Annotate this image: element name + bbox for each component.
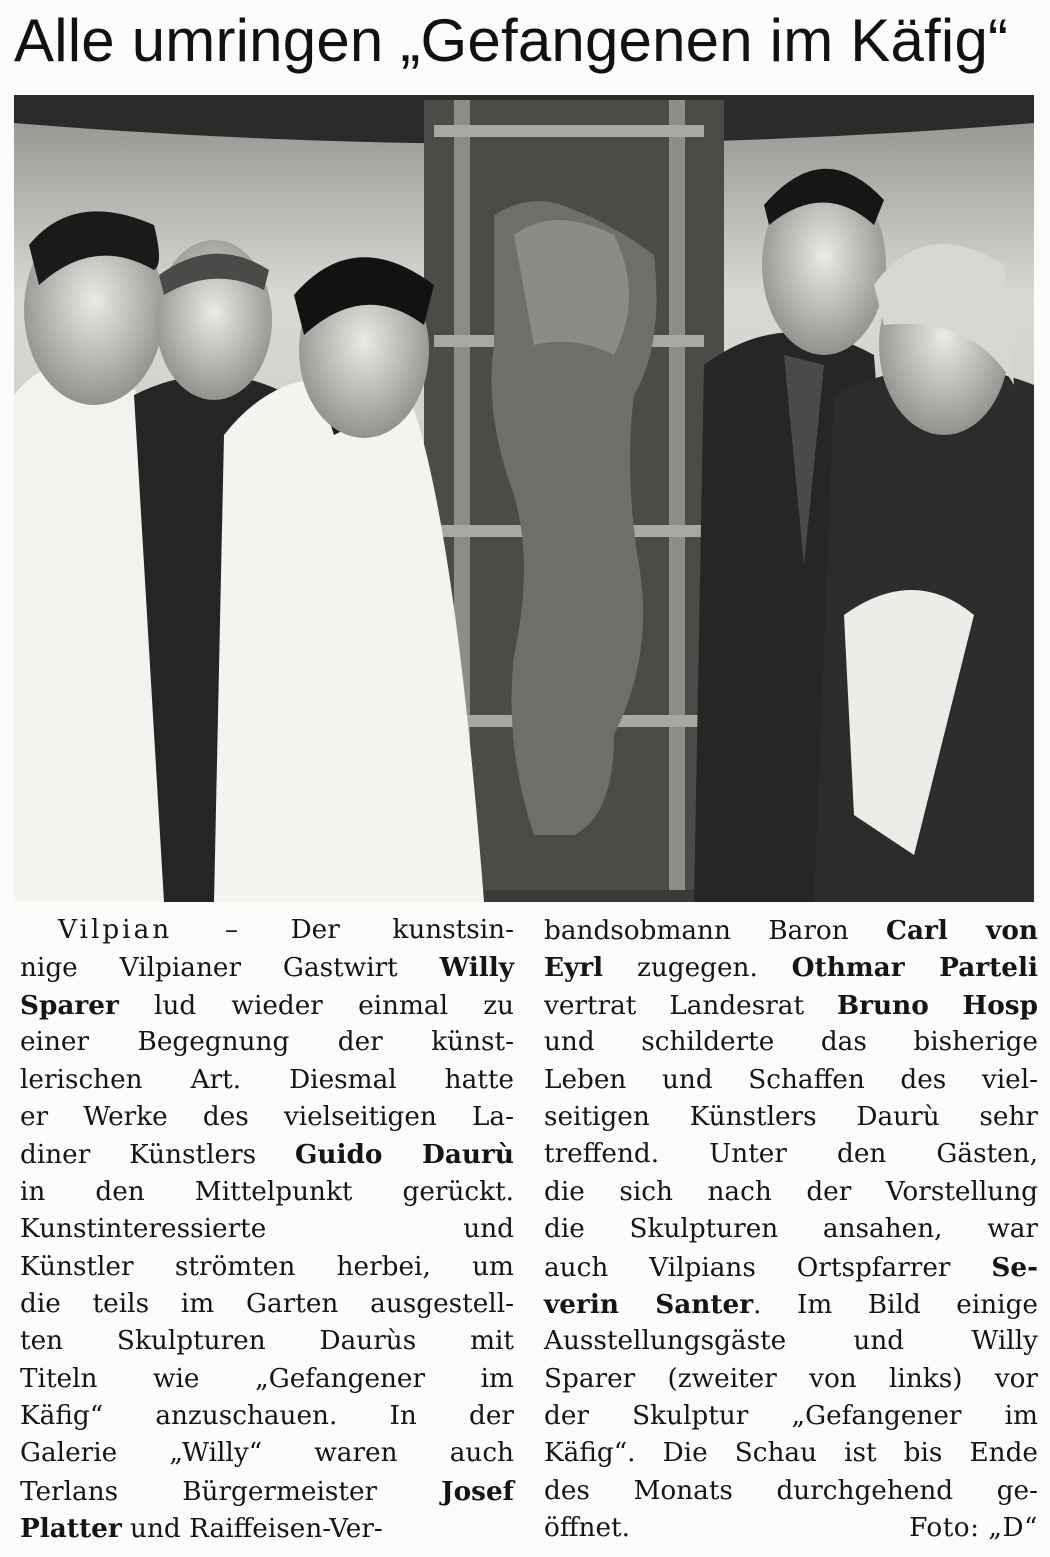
person-name: Willy <box>439 952 514 984</box>
article-text: Leben und Schaffen des viel- <box>544 1064 1038 1095</box>
article-text: seitigen Künstlers Daurù sehr <box>544 1101 1038 1132</box>
article-line <box>20 1398 514 1435</box>
person-name: Sparer <box>20 989 119 1021</box>
article-line <box>20 1435 514 1472</box>
article-text: Terlans Bürgermeister <box>20 1476 442 1507</box>
article-text: vertrat Landesrat <box>544 990 837 1021</box>
article-column-right <box>544 912 1038 1548</box>
article-line <box>20 1136 514 1173</box>
article-text: öffnet. <box>544 1513 630 1544</box>
article-text: ten Skulpturen Daurùs mit <box>20 1326 514 1357</box>
article-line <box>544 1024 1038 1061</box>
article-line <box>544 1510 1038 1547</box>
person-name: Othmar Parteli <box>791 952 1038 984</box>
article-text: des Monats durchgehend ge- <box>544 1475 1038 1506</box>
article-text: zugegen. <box>603 953 792 984</box>
article-line <box>544 1398 1038 1435</box>
article-text: diner Künstlers <box>20 1140 295 1171</box>
headline: Alle umringen „Gefangenen im Käfig“ <box>14 7 1009 74</box>
person-name: Se- <box>991 1251 1038 1283</box>
person-name: Josef <box>441 1475 514 1507</box>
article-text: Titeln wie „Gefangener im <box>20 1363 514 1394</box>
article-text: die teils im Garten ausgestell- <box>20 1288 514 1319</box>
person-name: Eyrl <box>544 952 604 984</box>
article-line <box>20 912 514 949</box>
article-text: treffend. Unter den Gästen, <box>544 1139 1038 1170</box>
article-line <box>544 912 1038 949</box>
article-line <box>20 949 514 986</box>
article-line <box>20 1473 514 1510</box>
article-text: einer Begegnung der künst- <box>20 1027 514 1058</box>
article-text: Käfig“ anzuschauen. In der <box>20 1401 514 1432</box>
article-text: er Werke des vielseitigen La- <box>20 1101 514 1132</box>
person-name: verin Santer <box>544 1288 754 1320</box>
article-line <box>20 1062 514 1099</box>
article-line <box>20 1510 514 1547</box>
article-text: – Der kunstsin- <box>172 915 514 945</box>
article-text: Sparer (zweiter von links) vor <box>544 1363 1038 1394</box>
article-text: und schilderte das bisherige <box>544 1027 1038 1058</box>
article-line <box>544 1136 1038 1173</box>
article-line <box>544 1211 1038 1248</box>
article-text: . Im Bild einige <box>753 1289 1038 1320</box>
article-line <box>20 1286 514 1323</box>
article-text: die Skulpturen ansahen, war <box>544 1214 1038 1245</box>
article-text: auch Vilpians Ortspfarrer <box>544 1252 992 1283</box>
article-line <box>544 1286 1038 1323</box>
article-line <box>544 1323 1038 1360</box>
article-line <box>20 987 514 1024</box>
article-line <box>20 1174 514 1211</box>
article-text: Galerie „Willy“ waren auch <box>20 1438 514 1469</box>
photo-credit: Foto: „D“ <box>909 1513 1038 1544</box>
article-text: Käfig“. Die Schau ist bis Ende <box>544 1438 1038 1469</box>
article-text: in den Mittelpunkt gerückt. <box>20 1176 514 1207</box>
article-line <box>20 1211 514 1248</box>
article-text: lud wieder einmal zu <box>118 990 514 1021</box>
article-line <box>544 987 1038 1024</box>
person-name: Bruno Hosp <box>836 989 1038 1021</box>
article-text: Künstler strömten herbei, um <box>20 1251 514 1282</box>
article-line <box>544 1062 1038 1099</box>
article-column-left <box>20 912 514 1548</box>
article-text: die sich nach der Vorstellung <box>544 1176 1038 1207</box>
article-line <box>20 1024 514 1061</box>
article-text: und Raiffeisen-Ver- <box>121 1514 383 1545</box>
article-line <box>20 1323 514 1360</box>
person-name: Carl von <box>886 915 1038 946</box>
article-line <box>544 1174 1038 1211</box>
article-line <box>20 1099 514 1136</box>
article-text: lerischen Art. Diesmal hatte <box>20 1064 514 1095</box>
article-line <box>20 1249 514 1286</box>
article-text: nige Vilpianer Gastwirt <box>20 953 440 984</box>
article-line <box>544 949 1038 986</box>
article-text: Kunstinteressierte und <box>20 1214 514 1245</box>
news-photo <box>14 95 1034 902</box>
article-line <box>544 1435 1038 1472</box>
article-line <box>544 1099 1038 1136</box>
article-text: der Skulptur „Gefangener im <box>544 1401 1038 1432</box>
article-text: Ausstellungsgäste und Willy <box>544 1326 1038 1357</box>
article-line <box>544 1361 1038 1398</box>
article-line <box>20 1361 514 1398</box>
article-line <box>544 1473 1038 1510</box>
article-line <box>544 1249 1038 1286</box>
article-text: bandsobmann Baron <box>544 916 887 946</box>
person-name: Guido Daurù <box>294 1139 514 1171</box>
person-name: Platter <box>20 1513 122 1545</box>
article-text: Vilpian <box>58 915 173 945</box>
